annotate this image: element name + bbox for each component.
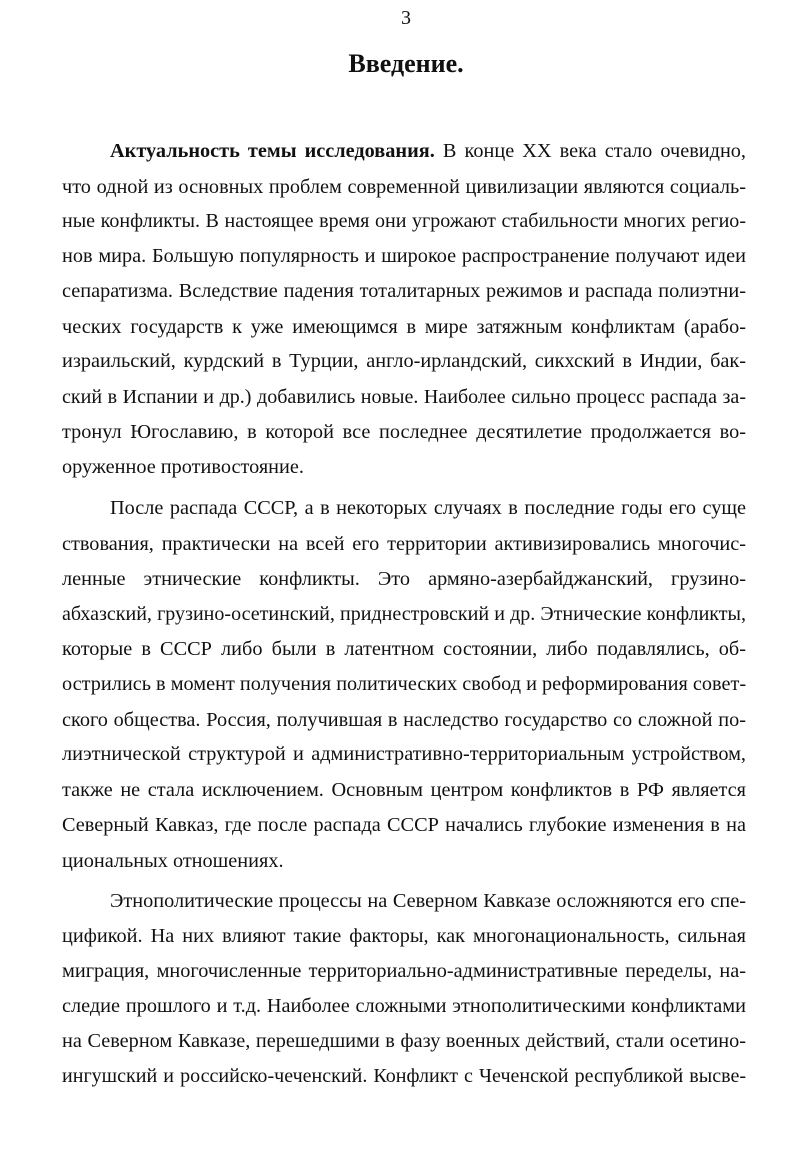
paragraph-line: тронул Югославию, в которой все последнее десятилетие продолжается во- xyxy=(62,421,746,443)
page-title: Введение. xyxy=(348,49,464,78)
page-number: 3 xyxy=(401,7,411,29)
paragraph-line: также не стала исключением. Основным центром конфликтов в РФ является xyxy=(62,779,746,801)
paragraph-line: ные конфликты. В настоящее время они угрожают стабильности многих регио- xyxy=(62,210,746,232)
paragraph-line: лиэтнической структурой и административно-территориальным устройством, xyxy=(62,743,746,765)
paragraph-text: В конце XX века стало очевидно, xyxy=(434,140,747,162)
paragraph-line: ческих государств к уже имеющимся в мире затяжным конфликтам (арабо- xyxy=(62,316,746,338)
paragraph-line: ствования, практически на всей его территории активизировались многочис- xyxy=(62,533,746,555)
paragraph-line: острились в момент получения политических свобод и реформирования совет- xyxy=(62,673,747,695)
paragraph-line: на Северном Кавказе, перешедшими в фазу военных действий, стали осетино- xyxy=(62,1030,746,1052)
paragraph-line: сепаратизма. Вследствие падения тоталитарных режимов и распада полиэтни- xyxy=(62,280,746,302)
paragraph-line: ингушский и российско-чеченский. Конфликт с Чеченской республикой высве- xyxy=(62,1065,746,1087)
paragraph-line: оруженное противостояние. xyxy=(62,456,304,478)
paragraph-line: абхазский, грузино-осетинский, приднестровский и др. Этнические конфликты, xyxy=(62,603,746,625)
lead-heading: Актуальность темы исследования. xyxy=(110,140,435,162)
paragraph-line: циональных отношениях. xyxy=(62,850,284,872)
paragraph-line: Северный Кавказ, где после распада СССР начались глубокие изменения в на xyxy=(62,814,746,836)
paragraph-line: которые в СССР либо были в латентном состоянии, либо подавлялись, об- xyxy=(62,638,746,660)
paragraph-line: нов мира. Большую популярность и широкое распространение получают идеи xyxy=(62,245,746,267)
paragraph-line: Этнополитические процессы на Северном Кавказе осложняются его спе- xyxy=(110,890,746,912)
paragraph-line: цификой. На них влияют такие факторы, как многонациональность, сильная xyxy=(62,925,746,947)
paragraph-line xyxy=(110,138,746,164)
paragraph-line: ленные этнические конфликты. Это армяно-азербайджанский, грузино- xyxy=(62,568,746,590)
paragraph-line: ского общества. Россия, получившая в наследство государство со сложной по- xyxy=(62,709,746,731)
paragraph-line: израильский, курдский в Турции, англо-ирландский, сикхский в Индии, бак- xyxy=(62,350,746,372)
paragraph-line: ский в Испании и др.) добавились новые. Наиболее сильно процесс распада за- xyxy=(62,386,746,408)
paragraph-line: миграция, многочисленные территориально-административные переделы, на- xyxy=(62,960,746,982)
paragraph-line: что одной из основных проблем современной цивилизации являются социаль- xyxy=(62,176,746,198)
paragraph-line: После распада СССР, а в некоторых случаях в последние годы его суще xyxy=(110,497,746,519)
paragraph-line: следие прошлого и т.д. Наиболее сложными этнополитическими конфликтами xyxy=(62,995,746,1017)
